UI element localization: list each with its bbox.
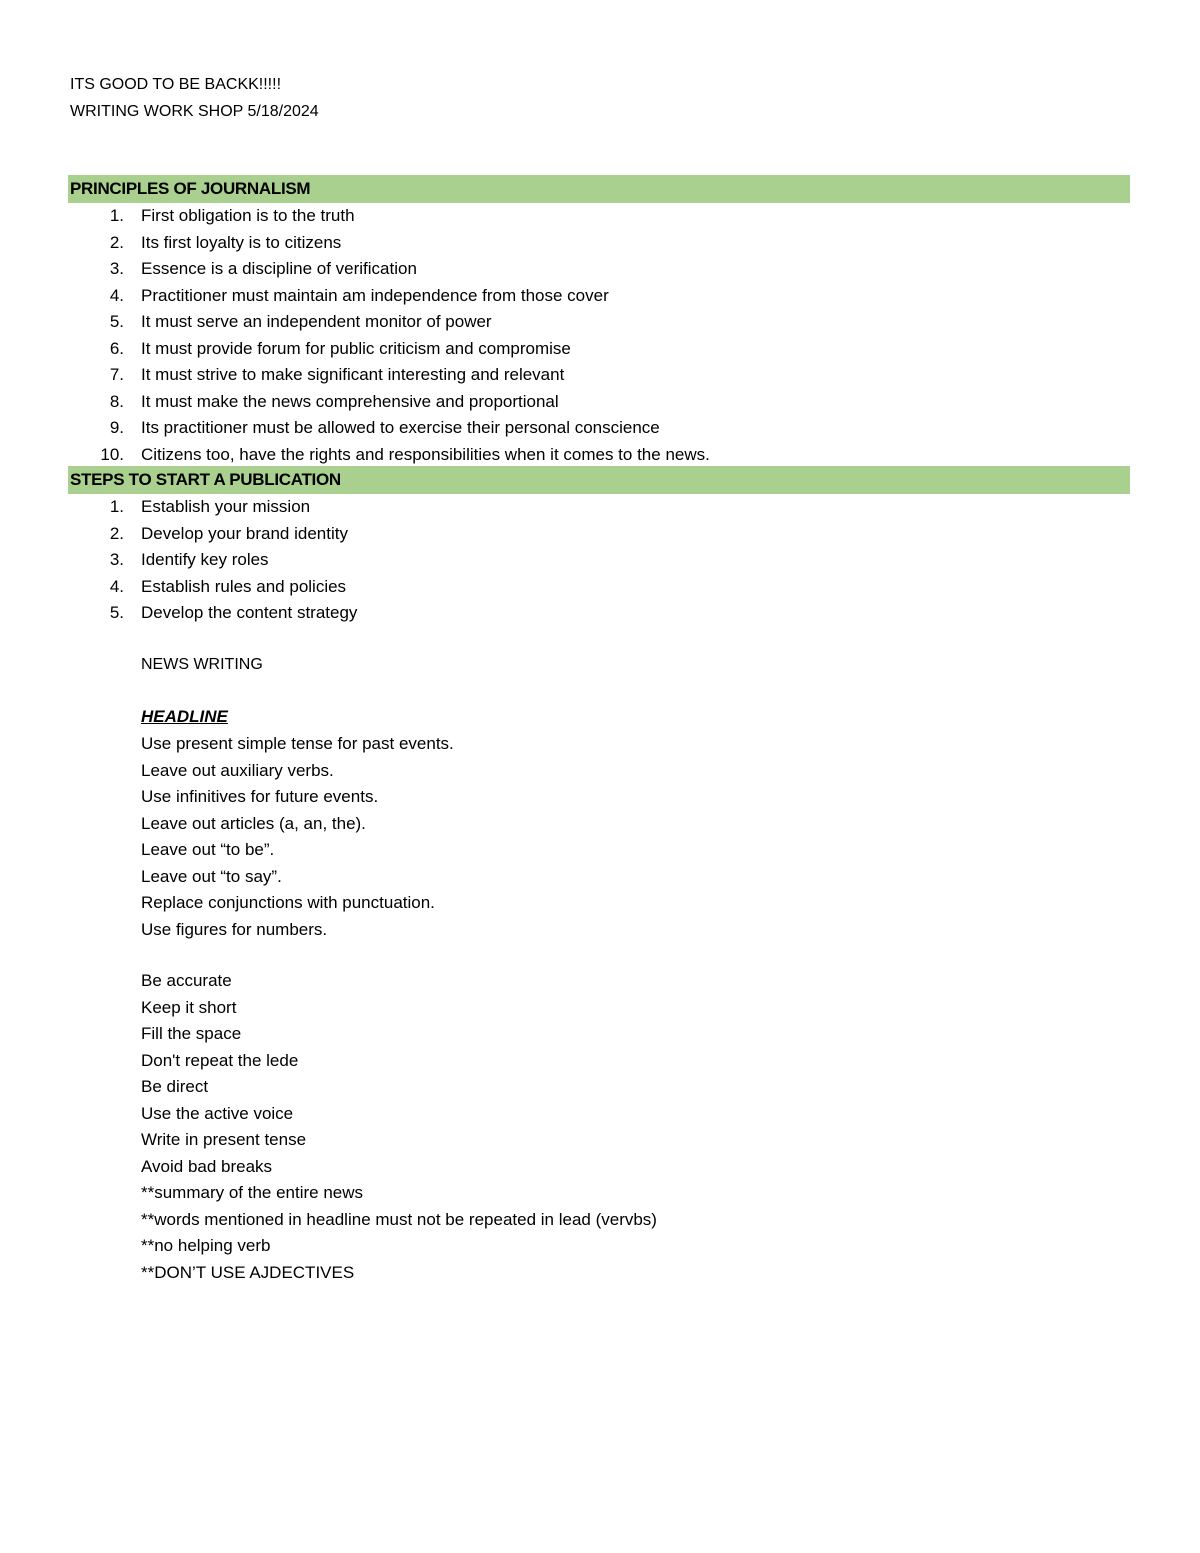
list-item: Be accurate [141, 971, 232, 990]
item-number: 4. [109, 576, 124, 596]
list-item: Leave out “to say”. [141, 866, 282, 886]
list-item: Leave out auxiliary verbs. [141, 760, 334, 780]
item-text: Practitioner must maintain am independence from those cover [141, 285, 609, 305]
workshop-title: WRITING WORK SHOP 5/18/2024 [70, 103, 319, 120]
list-item: Use present simple tense for past events. [141, 734, 454, 753]
item-text: Identify key roles [141, 550, 269, 569]
list-item: Keep it short [141, 997, 237, 1017]
item-text: Its practitioner must be allowed to exercise their personal conscience [141, 418, 660, 437]
item-number: 3. [109, 550, 124, 569]
item-text: Develop your brand identity [141, 523, 348, 543]
list-item: Leave out “to be”. [141, 840, 275, 859]
list-item: Avoid bad breaks [141, 1156, 273, 1176]
item-text: It must make the news comprehensive and proportional [141, 391, 559, 411]
item-text: Essence is a discipline of verification [141, 259, 417, 278]
news-writing-title: NEWS WRITING [141, 656, 263, 673]
item-text: Establish rules and policies [141, 576, 347, 596]
list-item: Be direct [141, 1077, 209, 1096]
item-number: 8. [109, 391, 124, 411]
list-item: Replace conjunctions with punctuation. [141, 893, 435, 912]
lead-tips-list [141, 968, 657, 1286]
item-number: 4. [109, 285, 124, 305]
headline-subheading: HEADLINE [141, 707, 228, 726]
list-item: Leave out articles (a, an, the). [141, 813, 366, 833]
item-text: Establish your mission [141, 497, 311, 516]
item-number: 6. [109, 338, 124, 358]
greeting-line: ITS GOOD TO BE BACKK!!!!! [70, 76, 282, 93]
item-text: It must provide forum for public criticism and compromise [141, 338, 571, 358]
list-item: Fill the space [141, 1024, 242, 1043]
item-text: Develop the content strategy [141, 603, 358, 622]
item-number: 7. [109, 365, 124, 384]
item-number: 2. [109, 232, 124, 252]
list-item: **words mentioned in headline must not be repeated in lead (vervbs) [141, 1209, 657, 1229]
list-item: **DON’T USE AJDECTIVES [141, 1262, 355, 1282]
item-number: 9. [109, 418, 124, 437]
item-number: 5. [109, 603, 124, 622]
item-number: 5. [109, 312, 124, 331]
item-number: 1. [109, 206, 124, 225]
item-number: 1. [109, 497, 124, 516]
item-text: First obligation is to the truth [141, 206, 355, 225]
list-item: Write in present tense [141, 1130, 307, 1149]
list-item: Use the active voice [141, 1103, 294, 1123]
headline-rules-list [141, 731, 454, 943]
steps-heading: STEPS TO START A PUBLICATION [68, 466, 1130, 494]
item-number: 10. [100, 444, 124, 464]
item-text: Citizens too, have the rights and responsibilities when it comes to the news. [141, 444, 710, 464]
item-text: It must serve an independent monitor of power [141, 312, 492, 331]
list-item: **no helping verb [141, 1236, 271, 1255]
item-text: It must strive to make significant interesting and relevant [141, 365, 565, 384]
item-text: Its first loyalty is to citizens [141, 232, 342, 252]
list-item: Don't repeat the lede [141, 1050, 299, 1070]
principles-heading: PRINCIPLES OF JOURNALISM [68, 175, 1130, 203]
item-number: 2. [109, 523, 124, 543]
item-number: 3. [109, 259, 124, 278]
list-item: Use infinitives for future events. [141, 787, 379, 806]
list-item: **summary of the entire news [141, 1183, 364, 1202]
list-item: Use figures for numbers. [141, 919, 328, 939]
